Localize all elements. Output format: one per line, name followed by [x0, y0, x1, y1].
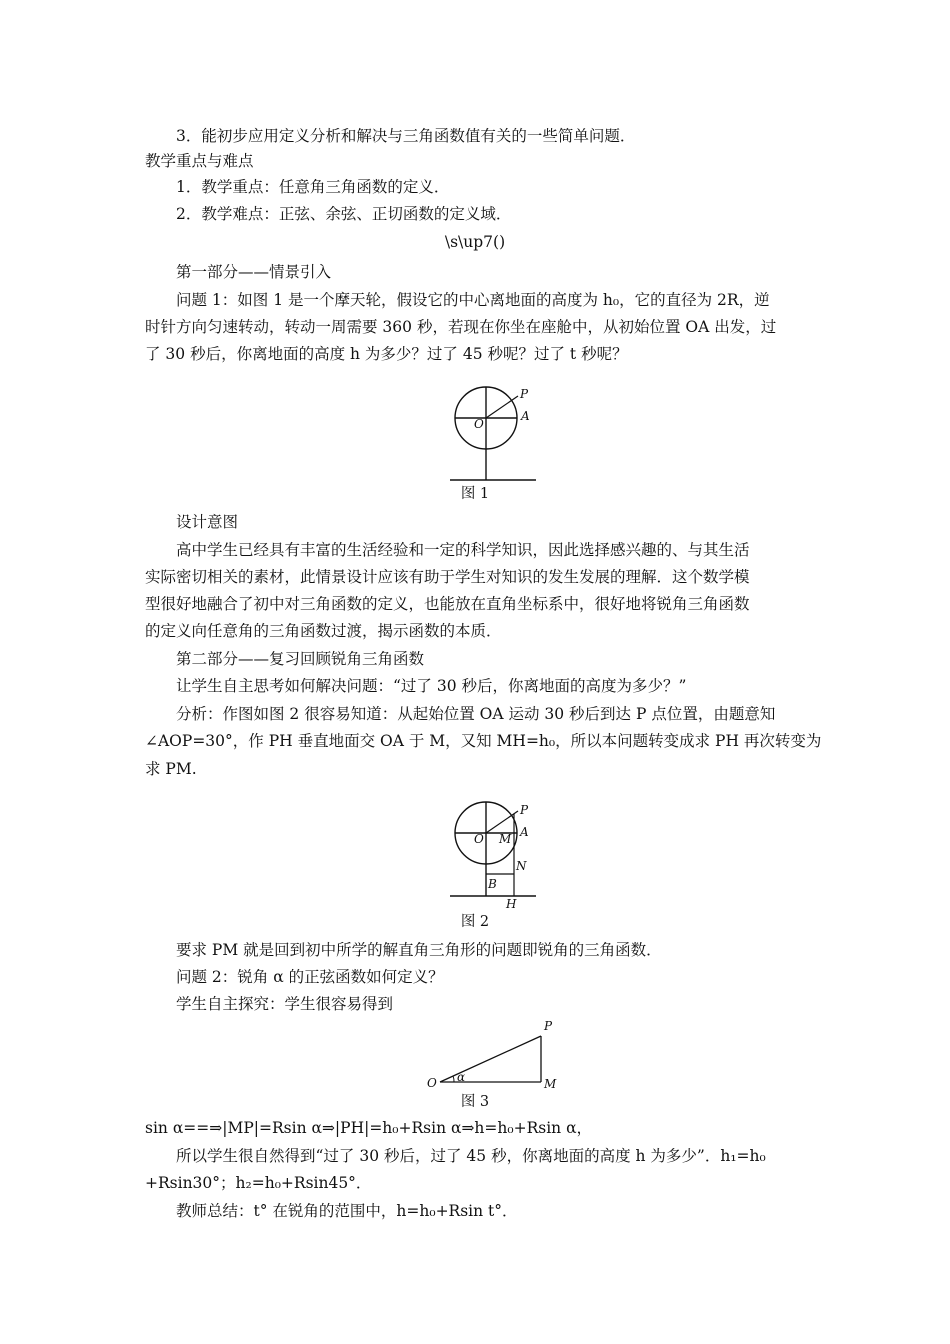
design-intent-line4: 的定义向任意角的三角函数过渡，揭示函数的本质． — [145, 622, 502, 640]
part1-heading: 第一部分——情景引入 — [176, 263, 332, 281]
student-explore: 学生自主探究：学生很容易得到 — [176, 995, 394, 1013]
solve-right-triangle: 要求 PM 就是回到初中所学的解直角三角形的问题即锐角的三角函数． — [176, 941, 662, 959]
label-a: A — [520, 825, 529, 839]
figure-3-caption: 图 3 — [460, 1094, 490, 1110]
analysis-line1: 分析：作图如图 2 很容易知道：从起始位置 OA 运动 30 秒后到达 P 点位置，由题意知 — [176, 705, 776, 723]
question1-line1: 问题 1：如图 1 是一个摩天轮，假设它的中心离地面的高度为 h₀，它的直径为 2R，逆 — [176, 291, 770, 309]
figure-1-caption: 图 1 — [460, 486, 490, 502]
label-m: M — [544, 1077, 557, 1090]
design-intent-line1: 高中学生已经具有丰富的生活经验和一定的科学知识，因此选择感兴趣的、与其生活 — [176, 541, 750, 559]
analysis-line3: 求 PM. — [145, 760, 197, 778]
format-artifact: \s\up7() — [444, 233, 506, 251]
label-p: P — [520, 803, 529, 817]
design-intent-line3: 型很好地融合了初中对三角函数的定义，也能放在直角坐标系中，很好地将锐角三角函数 — [145, 595, 750, 613]
conclusion-line2: +Rsin30°；h₂=h₀+Rsin45°． — [145, 1174, 372, 1192]
label-p: P — [520, 387, 529, 401]
label-m: M — [499, 832, 512, 846]
part2-heading: 第二部分——复习回顾锐角三角函数 — [176, 650, 425, 668]
conclusion-line1: 所以学生很自然得到“过了 30 秒后，过了 45 秒，你离地面的高度 h 为多少”．h₁=h₀ — [176, 1147, 766, 1165]
figure-2-caption: 图 2 — [460, 914, 490, 930]
design-intent-line2: 实际密切相关的素材，此情景设计应该有助于学生对知识的发生发展的理解．这个数学模 — [145, 568, 750, 586]
teacher-summary: 教师总结：t° 在锐角的范围中，h=h₀+Rsin t°． — [176, 1202, 518, 1220]
analysis-line2: ∠AOP=30°，作 PH 垂直地面交 OA 于 M，又知 MH=h₀，所以本问题转变成求 PH 再次转变为 — [145, 732, 822, 750]
figure-1-ferris-wheel — [440, 368, 540, 486]
figure-2-diagram — [440, 790, 540, 912]
label-o: O — [427, 1076, 437, 1090]
section-heading-key-points: 教学重点与难点 — [145, 152, 254, 170]
label-o: O — [474, 417, 484, 431]
key-point: 1．教学重点：任意角三角函数的定义． — [176, 178, 450, 196]
label-h: H — [506, 897, 517, 911]
label-o: O — [474, 832, 484, 846]
label-p: P — [544, 1019, 553, 1033]
think-prompt: 让学生自主思考如何解决问题：“过了 30 秒后，你离地面的高度为多少？” — [176, 677, 687, 695]
label-a: A — [521, 409, 530, 423]
design-intent-heading: 设计意图 — [176, 513, 239, 531]
label-alpha: α — [457, 1070, 466, 1084]
question2: 问题 2：锐角 α 的正弦函数如何定义？ — [176, 968, 444, 986]
sine-derivation: sin α==⇒|MP|=Rsin α⇒|PH|=h₀+Rsin α⇒h=h₀+Rsin α， — [145, 1119, 593, 1137]
question1-line2: 时针方向匀速转动，转动一周需要 360 秒，若现在你坐在座舱中，从初始位置 OA 出发，过 — [145, 318, 777, 336]
label-n: N — [516, 859, 527, 873]
objective-3: 3．能初步应用定义分析和解决与三角函数值有关的一些简单问题． — [176, 127, 636, 145]
figure-3-right-triangle — [420, 1014, 560, 1090]
difficult-point: 2．教学难点：正弦、余弦、正切函数的定义域． — [176, 205, 512, 223]
label-b: B — [488, 877, 497, 891]
question1-line3: 了 30 秒后，你离地面的高度 h 为多少？过了 45 秒呢？过了 t 秒呢？ — [145, 345, 628, 363]
